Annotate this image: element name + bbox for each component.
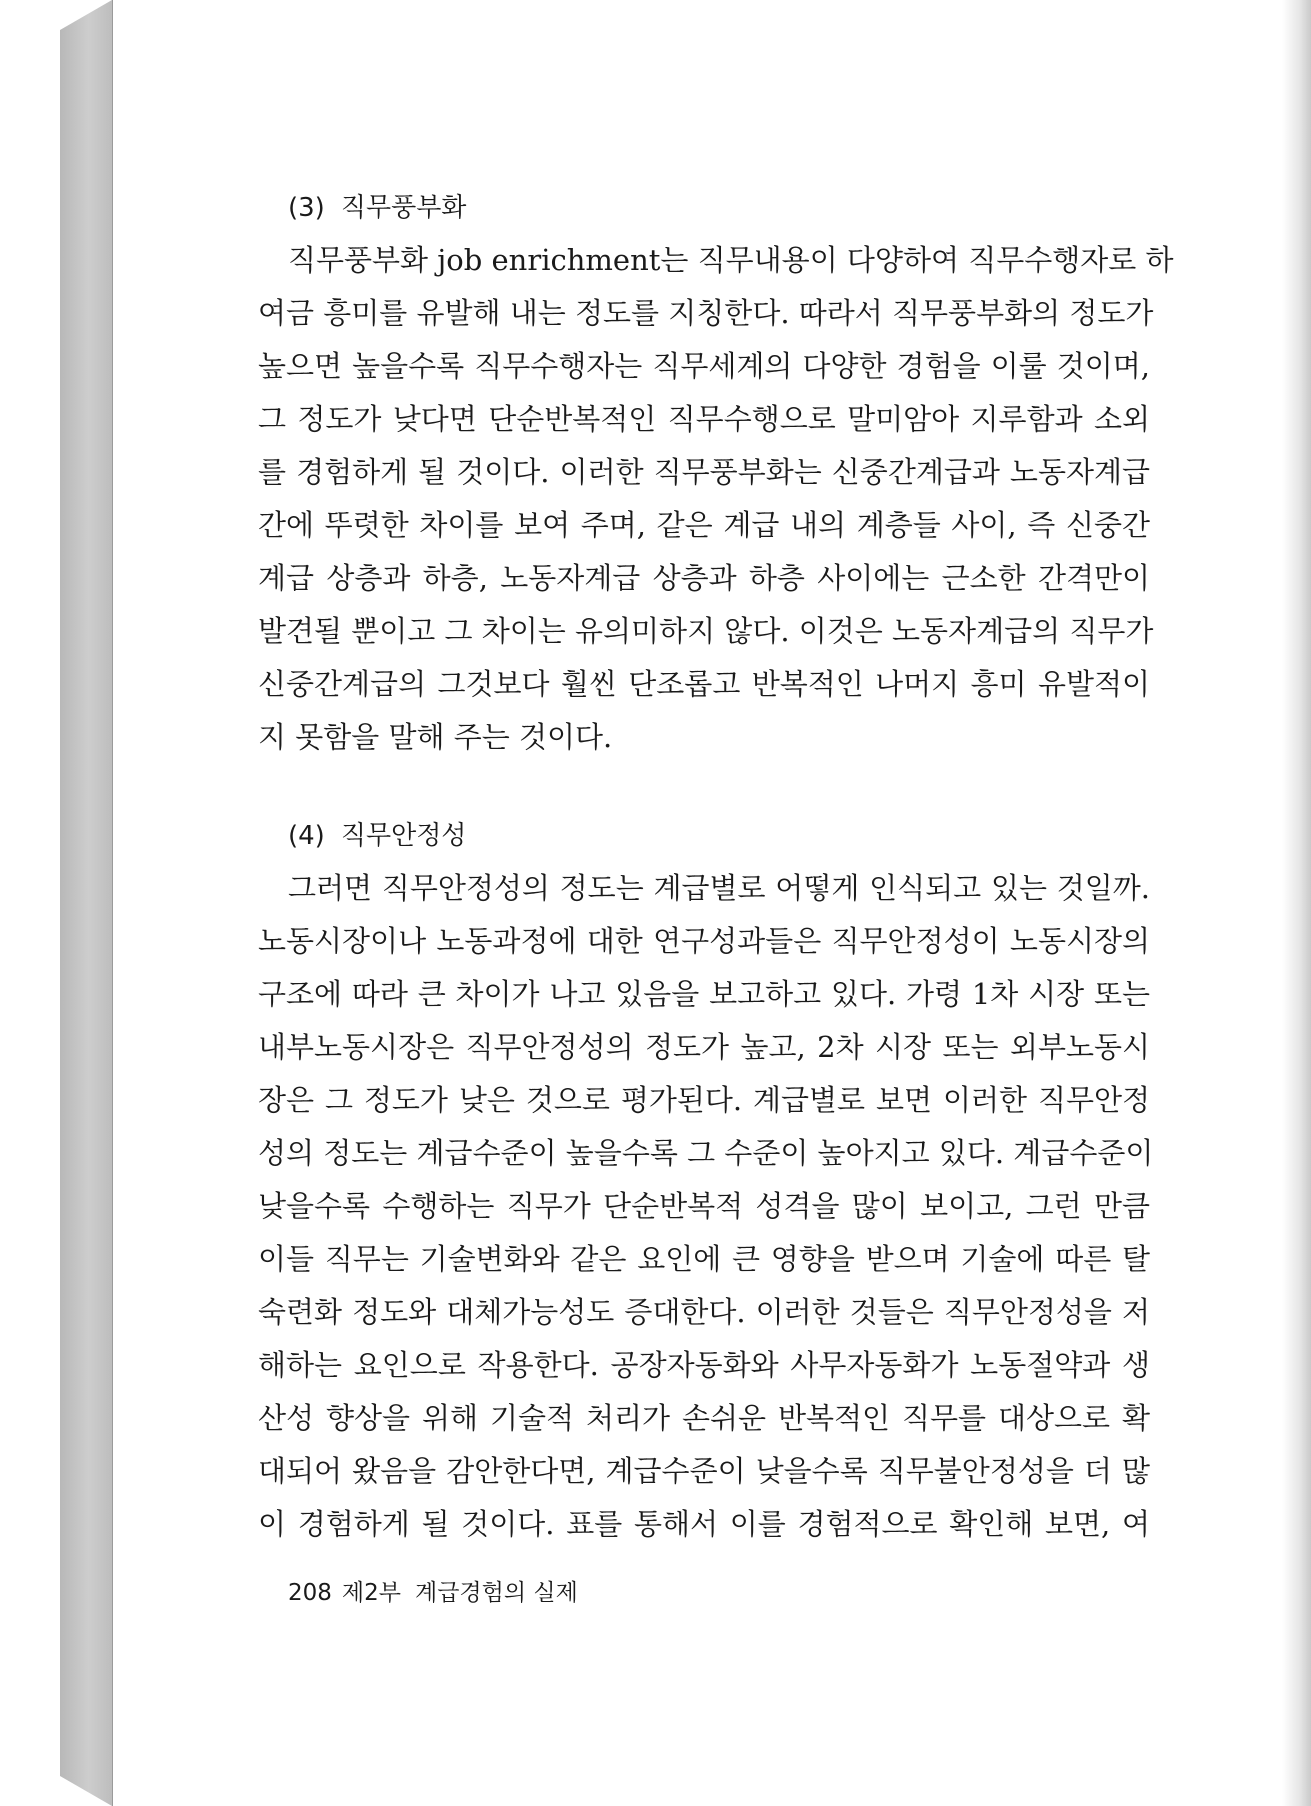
paragraph-line: 노동시장이나 노동과정에 대한 연구성과들은 직무안정성이 노동시장의 bbox=[258, 924, 1150, 958]
page-footer bbox=[288, 1574, 578, 1607]
paragraph-line: 성의 정도는 계급수준이 높을수록 그 수준이 높아지고 있다. 계급수준이 bbox=[258, 1136, 1154, 1170]
part-title: 계급경험의 실제 bbox=[414, 1580, 578, 1606]
page-content bbox=[258, 186, 1174, 1551]
section-3-number: (3) bbox=[288, 193, 325, 223]
paragraph-line: 내부노동시장은 직무안정성의 정도가 높고, 2차 시장 또는 외부노동시 bbox=[258, 1030, 1150, 1064]
page-number: 208 bbox=[288, 1580, 332, 1606]
paragraph-line: 대되어 왔음을 감안한다면, 계급수준이 낮을수록 직무불안정성을 더 많 bbox=[258, 1454, 1150, 1488]
paragraph-line: 지 못함을 말해 주는 것이다. bbox=[258, 720, 613, 754]
paragraph-line: 를 경험하게 될 것이다. 이러한 직무풍부화는 신중간계급과 노동자계급 bbox=[258, 455, 1150, 489]
paragraph-line: 낮을수록 수행하는 직무가 단순반복적 성격을 많이 보이고, 그런 만큼 bbox=[258, 1189, 1150, 1223]
book-spine bbox=[60, 0, 112, 1806]
paragraph-line: 숙련화 정도와 대체가능성도 증대한다. 이러한 것들은 직무안정성을 저 bbox=[258, 1295, 1150, 1329]
paragraph-line: 간에 뚜렷한 차이를 보여 주며, 같은 계급 내의 계층들 사이, 즉 신중간 bbox=[258, 508, 1150, 542]
section-spacer bbox=[258, 764, 1150, 814]
paragraph-line: 이 경험하게 될 것이다. 표를 통해서 이를 경험적으로 확인해 보면, 여 bbox=[258, 1507, 1150, 1541]
section-4-paragraph bbox=[258, 862, 1154, 1551]
paragraph-line: 높으면 높을수록 직무수행자는 직무세계의 다양한 경험을 이룰 것이며, bbox=[258, 349, 1150, 383]
part-label: 제2부 bbox=[341, 1580, 401, 1606]
paragraph-line: 이들 직무는 기술변화와 같은 요인에 큰 영향을 받으며 기술에 따른 탈 bbox=[258, 1242, 1150, 1276]
paragraph-line: 직무풍부화 job enrichment는 직무내용이 다양하여 직무수행자로 하 bbox=[288, 243, 1174, 277]
section-4-number: (4) bbox=[288, 821, 325, 851]
paragraph-line: 그러면 직무안정성의 정도는 계급별로 어떻게 인식되고 있는 것일까. bbox=[288, 871, 1150, 905]
paragraph-line: 신중간계급의 그것보다 훨씬 단조롭고 반복적인 나머지 흥미 유발적이 bbox=[258, 667, 1150, 701]
page-edge-shadow bbox=[1282, 0, 1311, 1806]
section-4-title: 직무안정성 bbox=[340, 821, 467, 851]
paragraph-line: 산성 향상을 위해 기술적 처리가 손쉬운 반복적인 직무를 대상으로 확 bbox=[258, 1401, 1150, 1435]
section-4-heading bbox=[288, 814, 1150, 858]
section-3-paragraph bbox=[258, 234, 1174, 764]
paragraph-line: 장은 그 정도가 낮은 것으로 평가된다. 계급별로 보면 이러한 직무안정 bbox=[258, 1083, 1150, 1117]
paragraph-line: 구조에 따라 큰 차이가 나고 있음을 보고하고 있다. 가령 1차 시장 또는 bbox=[258, 977, 1150, 1011]
paragraph-line: 그 정도가 낮다면 단순반복적인 직무수행으로 말미암아 지루함과 소외 bbox=[258, 402, 1150, 436]
paragraph-line: 발견될 뿐이고 그 차이는 유의미하지 않다. 이것은 노동자계급의 직무가 bbox=[258, 614, 1154, 648]
section-3-title: 직무풍부화 bbox=[340, 193, 467, 223]
paragraph-line: 해하는 요인으로 작용한다. 공장자동화와 사무자동화가 노동절약과 생 bbox=[258, 1348, 1150, 1382]
paragraph-line: 여금 흥미를 유발해 내는 정도를 지칭한다. 따라서 직무풍부화의 정도가 bbox=[258, 296, 1154, 330]
paragraph-line: 계급 상층과 하층, 노동자계급 상층과 하층 사이에는 근소한 간격만이 bbox=[258, 561, 1150, 595]
section-3-heading bbox=[288, 186, 1150, 230]
